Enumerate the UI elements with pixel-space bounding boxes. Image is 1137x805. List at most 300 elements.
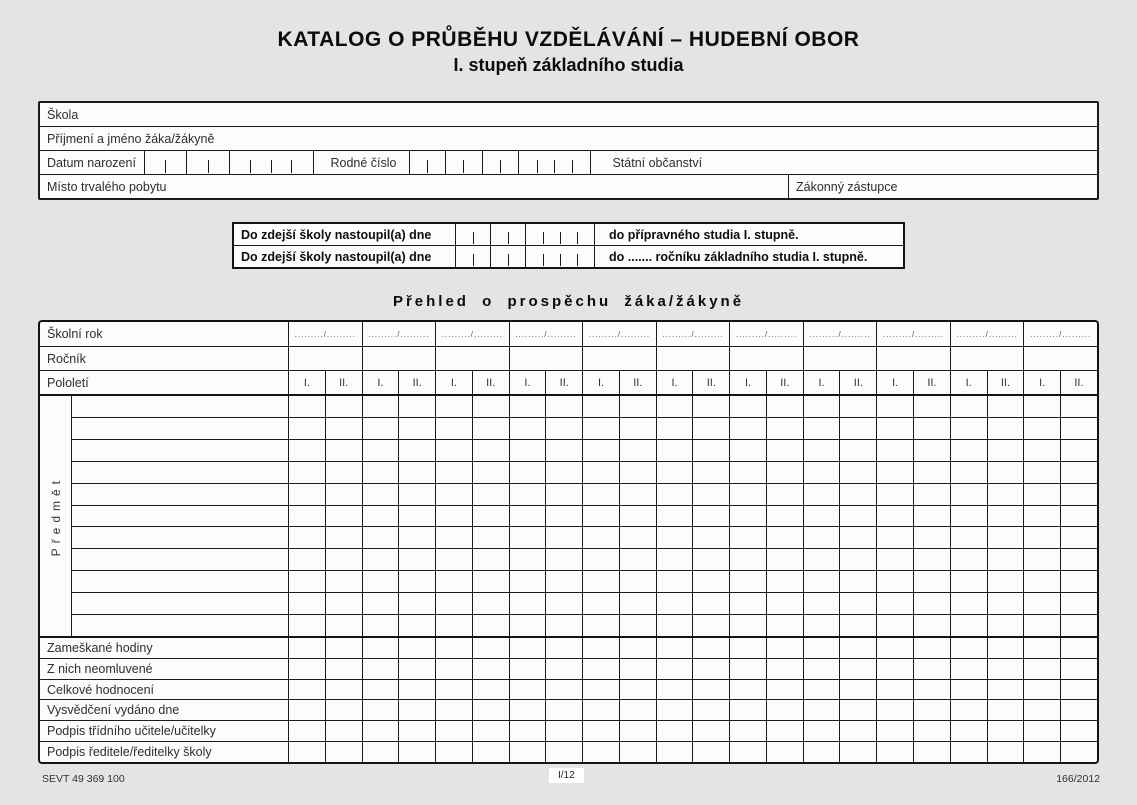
grade-cell[interactable] bbox=[766, 571, 803, 592]
digit-cell[interactable] bbox=[508, 224, 525, 245]
grade-cell[interactable] bbox=[545, 615, 582, 636]
grade-cell[interactable] bbox=[289, 549, 325, 570]
grade-cell[interactable] bbox=[582, 615, 619, 636]
summary-cell[interactable] bbox=[913, 659, 950, 679]
grade-cell[interactable] bbox=[582, 484, 619, 505]
summary-cell[interactable] bbox=[766, 680, 803, 700]
summary-cell[interactable] bbox=[1023, 680, 1060, 700]
grade-cell[interactable] bbox=[1060, 593, 1097, 614]
grade-cell[interactable] bbox=[692, 549, 729, 570]
grade-cell[interactable] bbox=[803, 484, 840, 505]
grade-cell[interactable] bbox=[509, 418, 546, 439]
grade-cell[interactable] bbox=[729, 615, 766, 636]
grade-cell[interactable] bbox=[987, 418, 1024, 439]
grade-year-cell[interactable] bbox=[582, 347, 656, 370]
summary-cell[interactable] bbox=[876, 721, 913, 741]
grade-cell[interactable] bbox=[839, 527, 876, 548]
summary-cell[interactable] bbox=[987, 700, 1024, 720]
summary-cell[interactable] bbox=[803, 638, 840, 658]
grade-cell[interactable] bbox=[1023, 615, 1060, 636]
summary-cell[interactable] bbox=[435, 721, 472, 741]
grade-cell[interactable] bbox=[692, 527, 729, 548]
grade-cell[interactable] bbox=[582, 462, 619, 483]
grade-cell[interactable] bbox=[1060, 396, 1097, 417]
grade-cell[interactable] bbox=[913, 527, 950, 548]
school-year-cell[interactable]: ........./......... bbox=[656, 322, 730, 346]
summary-cell[interactable] bbox=[509, 721, 546, 741]
grade-cell[interactable] bbox=[803, 506, 840, 527]
subject-name-cell[interactable] bbox=[72, 396, 289, 417]
grade-cell[interactable] bbox=[545, 440, 582, 461]
summary-cell[interactable] bbox=[545, 638, 582, 658]
grade-cell[interactable] bbox=[913, 462, 950, 483]
grade-cell[interactable] bbox=[656, 484, 693, 505]
school-input-area[interactable] bbox=[78, 103, 1097, 126]
digit-cell[interactable] bbox=[464, 151, 482, 174]
grade-cell[interactable] bbox=[1023, 571, 1060, 592]
grade-cell[interactable] bbox=[1023, 549, 1060, 570]
grade-cell[interactable] bbox=[729, 484, 766, 505]
summary-cell[interactable] bbox=[987, 721, 1024, 741]
subject-name-cell[interactable] bbox=[72, 462, 289, 483]
grade-cell[interactable] bbox=[472, 440, 509, 461]
grade-cell[interactable] bbox=[362, 549, 399, 570]
grade-cell[interactable] bbox=[472, 527, 509, 548]
grade-cell[interactable] bbox=[619, 418, 656, 439]
grade-cell[interactable] bbox=[803, 549, 840, 570]
grade-cell[interactable] bbox=[582, 571, 619, 592]
summary-cell[interactable] bbox=[766, 742, 803, 762]
summary-cell[interactable] bbox=[656, 700, 693, 720]
summary-cell[interactable] bbox=[803, 659, 840, 679]
digit-cell[interactable] bbox=[483, 151, 501, 174]
subject-name-cell[interactable] bbox=[72, 593, 289, 614]
summary-cell[interactable] bbox=[729, 700, 766, 720]
grade-cell[interactable] bbox=[435, 506, 472, 527]
summary-cell[interactable] bbox=[729, 680, 766, 700]
grade-cell[interactable] bbox=[582, 506, 619, 527]
residence-cell[interactable] bbox=[40, 175, 788, 198]
summary-cell[interactable] bbox=[876, 700, 913, 720]
grade-cell[interactable] bbox=[362, 462, 399, 483]
grade-cell[interactable] bbox=[509, 549, 546, 570]
grade-cell[interactable] bbox=[1060, 527, 1097, 548]
grade-cell[interactable] bbox=[803, 440, 840, 461]
grade-cell[interactable] bbox=[619, 484, 656, 505]
grade-cell[interactable] bbox=[729, 527, 766, 548]
grade-cell[interactable] bbox=[729, 593, 766, 614]
subject-name-cell[interactable] bbox=[72, 440, 289, 461]
summary-cell[interactable] bbox=[987, 659, 1024, 679]
summary-cell[interactable] bbox=[950, 680, 987, 700]
grade-cell[interactable] bbox=[729, 549, 766, 570]
grade-cell[interactable] bbox=[325, 440, 362, 461]
grade-cell[interactable] bbox=[1023, 484, 1060, 505]
grade-cell[interactable] bbox=[472, 462, 509, 483]
grade-cell[interactable] bbox=[582, 527, 619, 548]
grade-cell[interactable] bbox=[289, 484, 325, 505]
grade-cell[interactable] bbox=[509, 593, 546, 614]
summary-cell[interactable] bbox=[325, 742, 362, 762]
subject-name-cell[interactable] bbox=[72, 571, 289, 592]
grade-cell[interactable] bbox=[692, 571, 729, 592]
summary-cell[interactable] bbox=[289, 680, 325, 700]
grade-cell[interactable] bbox=[839, 593, 876, 614]
grade-cell[interactable] bbox=[913, 440, 950, 461]
grade-cell[interactable] bbox=[987, 615, 1024, 636]
summary-cell[interactable] bbox=[362, 721, 399, 741]
citizenship-input-area[interactable] bbox=[702, 151, 1097, 174]
grade-cell[interactable] bbox=[472, 549, 509, 570]
digit-cell[interactable] bbox=[526, 224, 543, 245]
grade-cell[interactable] bbox=[729, 506, 766, 527]
grade-cell[interactable] bbox=[876, 462, 913, 483]
grade-cell[interactable] bbox=[950, 593, 987, 614]
summary-cell[interactable] bbox=[1023, 638, 1060, 658]
digit-cell[interactable] bbox=[473, 224, 490, 245]
summary-cell[interactable] bbox=[582, 721, 619, 741]
grade-cell[interactable] bbox=[766, 462, 803, 483]
grade-cell[interactable] bbox=[435, 462, 472, 483]
grade-cell[interactable] bbox=[987, 396, 1024, 417]
summary-cell[interactable] bbox=[692, 638, 729, 658]
grade-cell[interactable] bbox=[656, 549, 693, 570]
grade-cell[interactable] bbox=[876, 506, 913, 527]
school-year-cell[interactable]: ........./......... bbox=[435, 322, 509, 346]
grade-cell[interactable] bbox=[289, 462, 325, 483]
summary-cell[interactable] bbox=[472, 700, 509, 720]
grade-cell[interactable] bbox=[876, 571, 913, 592]
grade-cell[interactable] bbox=[950, 506, 987, 527]
summary-cell[interactable] bbox=[876, 742, 913, 762]
grade-cell[interactable] bbox=[803, 527, 840, 548]
summary-cell[interactable] bbox=[545, 742, 582, 762]
digit-cell[interactable] bbox=[577, 224, 594, 245]
grade-cell[interactable] bbox=[325, 593, 362, 614]
grade-cell[interactable] bbox=[472, 484, 509, 505]
grade-cell[interactable] bbox=[1023, 396, 1060, 417]
grade-cell[interactable] bbox=[766, 418, 803, 439]
grade-cell[interactable] bbox=[509, 615, 546, 636]
grade-cell[interactable] bbox=[913, 396, 950, 417]
summary-cell[interactable] bbox=[472, 638, 509, 658]
grade-cell[interactable] bbox=[656, 418, 693, 439]
grade-cell[interactable] bbox=[582, 396, 619, 417]
summary-cell[interactable] bbox=[545, 680, 582, 700]
school-year-cell[interactable]: ........./......... bbox=[1023, 322, 1097, 346]
grade-cell[interactable] bbox=[435, 527, 472, 548]
summary-cell[interactable] bbox=[435, 700, 472, 720]
grade-cell[interactable] bbox=[398, 396, 435, 417]
subject-name-cell[interactable] bbox=[72, 418, 289, 439]
summary-cell[interactable] bbox=[325, 659, 362, 679]
summary-cell[interactable] bbox=[987, 638, 1024, 658]
grade-cell[interactable] bbox=[876, 593, 913, 614]
summary-cell[interactable] bbox=[619, 700, 656, 720]
subject-name-cell[interactable] bbox=[72, 615, 289, 636]
grade-cell[interactable] bbox=[362, 571, 399, 592]
digit-cell[interactable] bbox=[250, 151, 271, 174]
grade-cell[interactable] bbox=[435, 396, 472, 417]
grade-cell[interactable] bbox=[619, 571, 656, 592]
grade-cell[interactable] bbox=[656, 396, 693, 417]
summary-cell[interactable] bbox=[472, 721, 509, 741]
grade-cell[interactable] bbox=[950, 418, 987, 439]
grade-cell[interactable] bbox=[656, 615, 693, 636]
grade-cell[interactable] bbox=[435, 440, 472, 461]
digit-cell[interactable] bbox=[560, 224, 577, 245]
summary-cell[interactable] bbox=[766, 638, 803, 658]
summary-cell[interactable] bbox=[656, 721, 693, 741]
grade-cell[interactable] bbox=[619, 506, 656, 527]
summary-cell[interactable] bbox=[692, 742, 729, 762]
grade-cell[interactable] bbox=[289, 593, 325, 614]
grade-year-cell[interactable] bbox=[729, 347, 803, 370]
subject-name-cell[interactable] bbox=[72, 527, 289, 548]
grade-cell[interactable] bbox=[803, 571, 840, 592]
grade-cell[interactable] bbox=[435, 615, 472, 636]
grade-cell[interactable] bbox=[545, 549, 582, 570]
summary-cell[interactable] bbox=[325, 680, 362, 700]
grade-cell[interactable] bbox=[1023, 506, 1060, 527]
digit-cell[interactable] bbox=[230, 151, 251, 174]
grade-cell[interactable] bbox=[876, 484, 913, 505]
grade-year-cell[interactable] bbox=[362, 347, 436, 370]
summary-cell[interactable] bbox=[692, 721, 729, 741]
grade-cell[interactable] bbox=[582, 593, 619, 614]
school-year-cell[interactable]: ........./......... bbox=[509, 322, 583, 346]
summary-cell[interactable] bbox=[1060, 742, 1097, 762]
summary-cell[interactable] bbox=[950, 638, 987, 658]
summary-cell[interactable] bbox=[1023, 742, 1060, 762]
grade-cell[interactable] bbox=[839, 462, 876, 483]
grade-cell[interactable] bbox=[987, 593, 1024, 614]
digit-cell[interactable] bbox=[560, 246, 577, 267]
grade-cell[interactable] bbox=[619, 527, 656, 548]
grade-cell[interactable] bbox=[1023, 440, 1060, 461]
summary-cell[interactable] bbox=[839, 742, 876, 762]
summary-cell[interactable] bbox=[876, 680, 913, 700]
grade-year-cell[interactable] bbox=[509, 347, 583, 370]
grade-cell[interactable] bbox=[913, 549, 950, 570]
grade-cell[interactable] bbox=[325, 571, 362, 592]
grade-cell[interactable] bbox=[692, 484, 729, 505]
grade-cell[interactable] bbox=[1060, 462, 1097, 483]
grade-cell[interactable] bbox=[362, 527, 399, 548]
summary-cell[interactable] bbox=[987, 742, 1024, 762]
grade-cell[interactable] bbox=[766, 440, 803, 461]
grade-cell[interactable] bbox=[766, 527, 803, 548]
summary-cell[interactable] bbox=[803, 742, 840, 762]
grade-cell[interactable] bbox=[362, 593, 399, 614]
summary-cell[interactable] bbox=[950, 742, 987, 762]
school-year-cell[interactable]: ........./......... bbox=[950, 322, 1024, 346]
digit-cell[interactable] bbox=[208, 151, 229, 174]
grade-cell[interactable] bbox=[545, 396, 582, 417]
summary-cell[interactable] bbox=[325, 638, 362, 658]
school-year-cell[interactable]: ........./......... bbox=[362, 322, 436, 346]
grade-cell[interactable] bbox=[656, 527, 693, 548]
summary-cell[interactable] bbox=[839, 680, 876, 700]
grade-cell[interactable] bbox=[325, 615, 362, 636]
grade-cell[interactable] bbox=[435, 484, 472, 505]
grade-cell[interactable] bbox=[987, 484, 1024, 505]
grade-cell[interactable] bbox=[692, 440, 729, 461]
grade-cell[interactable] bbox=[987, 527, 1024, 548]
summary-cell[interactable] bbox=[766, 700, 803, 720]
school-year-cell[interactable]: ........./......... bbox=[729, 322, 803, 346]
grade-cell[interactable] bbox=[876, 615, 913, 636]
summary-cell[interactable] bbox=[619, 638, 656, 658]
grade-cell[interactable] bbox=[1060, 440, 1097, 461]
summary-cell[interactable] bbox=[913, 700, 950, 720]
summary-cell[interactable] bbox=[545, 659, 582, 679]
summary-cell[interactable] bbox=[362, 700, 399, 720]
summary-cell[interactable] bbox=[729, 721, 766, 741]
summary-cell[interactable] bbox=[582, 700, 619, 720]
grade-cell[interactable] bbox=[1060, 549, 1097, 570]
grade-cell[interactable] bbox=[839, 440, 876, 461]
grade-cell[interactable] bbox=[472, 418, 509, 439]
summary-cell[interactable] bbox=[435, 638, 472, 658]
grade-cell[interactable] bbox=[435, 593, 472, 614]
grade-cell[interactable] bbox=[803, 418, 840, 439]
grade-cell[interactable] bbox=[472, 615, 509, 636]
grade-cell[interactable] bbox=[619, 615, 656, 636]
grade-cell[interactable] bbox=[472, 571, 509, 592]
summary-cell[interactable] bbox=[913, 721, 950, 741]
summary-cell[interactable] bbox=[839, 638, 876, 658]
grade-cell[interactable] bbox=[325, 396, 362, 417]
grade-cell[interactable] bbox=[950, 527, 987, 548]
grade-cell[interactable] bbox=[619, 462, 656, 483]
grade-cell[interactable] bbox=[509, 462, 546, 483]
summary-cell[interactable] bbox=[656, 742, 693, 762]
summary-cell[interactable] bbox=[692, 680, 729, 700]
summary-cell[interactable] bbox=[766, 721, 803, 741]
summary-cell[interactable] bbox=[656, 659, 693, 679]
summary-cell[interactable] bbox=[656, 638, 693, 658]
summary-cell[interactable] bbox=[876, 638, 913, 658]
grade-cell[interactable] bbox=[472, 593, 509, 614]
digit-cell[interactable] bbox=[526, 246, 543, 267]
grade-cell[interactable] bbox=[692, 593, 729, 614]
digit-cell[interactable] bbox=[446, 151, 464, 174]
summary-cell[interactable] bbox=[398, 700, 435, 720]
grade-cell[interactable] bbox=[545, 527, 582, 548]
grade-cell[interactable] bbox=[692, 462, 729, 483]
summary-cell[interactable] bbox=[362, 638, 399, 658]
summary-cell[interactable] bbox=[803, 721, 840, 741]
grade-cell[interactable] bbox=[509, 440, 546, 461]
grade-cell[interactable] bbox=[509, 527, 546, 548]
subject-name-cell[interactable] bbox=[72, 484, 289, 505]
summary-cell[interactable] bbox=[1023, 721, 1060, 741]
grade-cell[interactable] bbox=[839, 506, 876, 527]
summary-cell[interactable] bbox=[472, 659, 509, 679]
guardian-cell[interactable] bbox=[788, 175, 1097, 198]
summary-cell[interactable] bbox=[398, 680, 435, 700]
summary-cell[interactable] bbox=[729, 742, 766, 762]
grade-cell[interactable] bbox=[950, 571, 987, 592]
summary-cell[interactable] bbox=[472, 742, 509, 762]
digit-cell[interactable] bbox=[456, 224, 473, 245]
grade-cell[interactable] bbox=[876, 549, 913, 570]
grade-cell[interactable] bbox=[1060, 484, 1097, 505]
summary-cell[interactable] bbox=[325, 700, 362, 720]
summary-cell[interactable] bbox=[1060, 721, 1097, 741]
summary-cell[interactable] bbox=[289, 700, 325, 720]
summary-cell[interactable] bbox=[362, 659, 399, 679]
grade-cell[interactable] bbox=[398, 571, 435, 592]
grade-cell[interactable] bbox=[545, 484, 582, 505]
grade-cell[interactable] bbox=[729, 418, 766, 439]
summary-cell[interactable] bbox=[692, 700, 729, 720]
summary-cell[interactable] bbox=[435, 680, 472, 700]
summary-cell[interactable] bbox=[729, 659, 766, 679]
grade-cell[interactable] bbox=[472, 506, 509, 527]
grade-cell[interactable] bbox=[398, 506, 435, 527]
grade-year-cell[interactable] bbox=[289, 347, 362, 370]
grade-cell[interactable] bbox=[582, 418, 619, 439]
summary-cell[interactable] bbox=[472, 680, 509, 700]
summary-cell[interactable] bbox=[509, 680, 546, 700]
summary-cell[interactable] bbox=[582, 742, 619, 762]
grade-cell[interactable] bbox=[766, 506, 803, 527]
grade-cell[interactable] bbox=[766, 615, 803, 636]
summary-cell[interactable] bbox=[289, 638, 325, 658]
grade-cell[interactable] bbox=[876, 527, 913, 548]
grade-cell[interactable] bbox=[839, 615, 876, 636]
summary-cell[interactable] bbox=[803, 700, 840, 720]
grade-cell[interactable] bbox=[950, 615, 987, 636]
digit-cell[interactable] bbox=[410, 151, 428, 174]
grade-cell[interactable] bbox=[362, 506, 399, 527]
summary-cell[interactable] bbox=[325, 721, 362, 741]
grade-cell[interactable] bbox=[619, 396, 656, 417]
digit-cell[interactable] bbox=[537, 151, 555, 174]
summary-cell[interactable] bbox=[398, 659, 435, 679]
summary-cell[interactable] bbox=[913, 638, 950, 658]
grade-cell[interactable] bbox=[692, 506, 729, 527]
grade-cell[interactable] bbox=[545, 593, 582, 614]
summary-cell[interactable] bbox=[289, 659, 325, 679]
grade-cell[interactable] bbox=[729, 396, 766, 417]
digit-cell[interactable] bbox=[491, 246, 508, 267]
digit-cell[interactable] bbox=[187, 151, 208, 174]
summary-cell[interactable] bbox=[913, 680, 950, 700]
summary-cell[interactable] bbox=[1060, 659, 1097, 679]
summary-cell[interactable] bbox=[545, 721, 582, 741]
summary-cell[interactable] bbox=[509, 742, 546, 762]
subject-name-cell[interactable] bbox=[72, 506, 289, 527]
grade-cell[interactable] bbox=[435, 418, 472, 439]
summary-cell[interactable] bbox=[509, 659, 546, 679]
summary-cell[interactable] bbox=[876, 659, 913, 679]
grade-cell[interactable] bbox=[289, 506, 325, 527]
grade-cell[interactable] bbox=[913, 615, 950, 636]
summary-cell[interactable] bbox=[362, 742, 399, 762]
summary-cell[interactable] bbox=[398, 742, 435, 762]
grade-cell[interactable] bbox=[839, 484, 876, 505]
summary-cell[interactable] bbox=[435, 659, 472, 679]
grade-cell[interactable] bbox=[398, 615, 435, 636]
grade-cell[interactable] bbox=[1060, 571, 1097, 592]
grade-cell[interactable] bbox=[729, 462, 766, 483]
school-year-cell[interactable]: ........./......... bbox=[582, 322, 656, 346]
summary-cell[interactable] bbox=[435, 742, 472, 762]
summary-cell[interactable] bbox=[545, 700, 582, 720]
